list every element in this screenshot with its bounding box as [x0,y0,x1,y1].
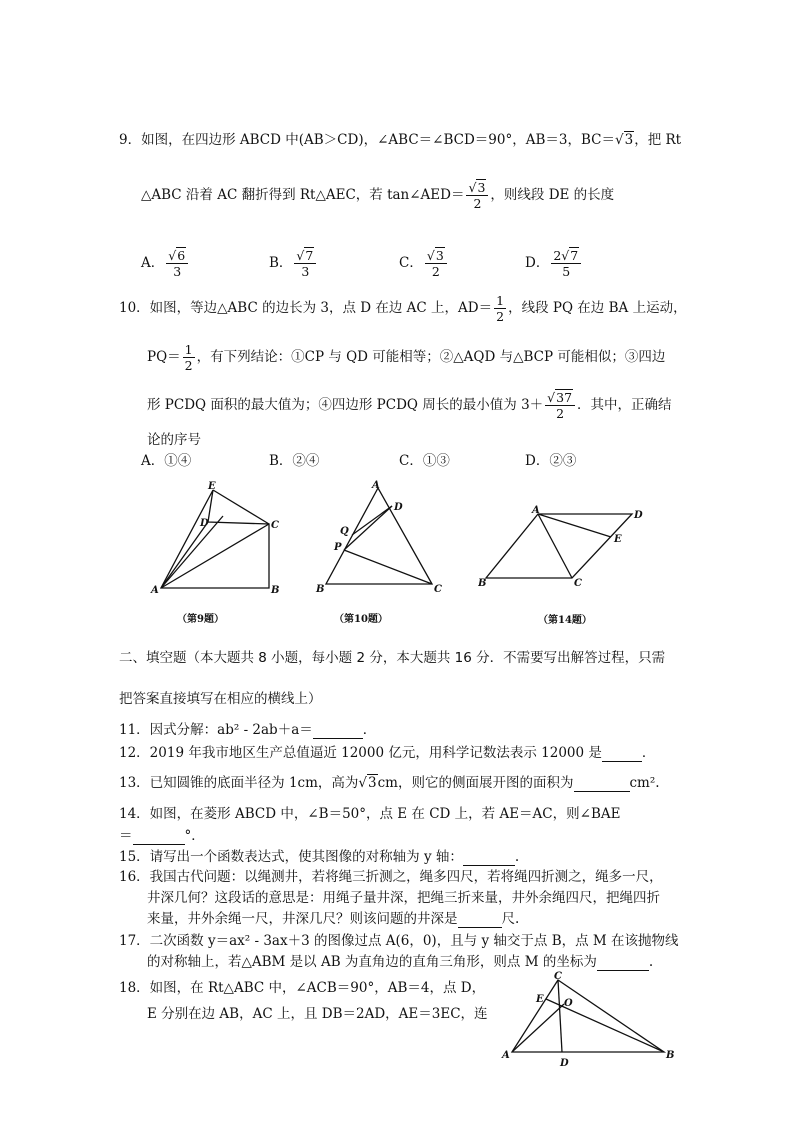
q9-option-b[interactable]: B． $\frac{√7}{3}$ [269,248,318,279]
q14-line1: 14．如图，在菱形 ABCD 中，∠B＝50°，点 E 在 CD 上，若 AE＝AC，则∠BAE [119,806,621,822]
figure-q18 [500,970,685,1075]
q14-line2: ＝ °． [119,828,205,844]
fig9-caption: （第9题） [177,614,224,625]
q17-line1: 17．二次函数 y＝ax² - 3ax＋3 的图像过点 A(6，0)，且与 y 轴交于点 B，点 M 在该抛物线 [119,933,679,949]
q9-line1: 9．如图，在四边形 ABCD 中(AB＞CD)，∠ABC＝∠BCD＝90°，AB＝3，BC＝√3，把 Rt [119,132,682,148]
svg-text:A: A [372,480,380,491]
frac-1-over-2: $\frac{1}{2}$ [496,293,505,324]
q10-option-b[interactable]: B．②④ [269,453,320,469]
fig14-caption: （第14题） [538,615,592,626]
svg-text:A: A [151,585,159,596]
svg-text:D: D [200,518,209,529]
q17-answer-blank[interactable] [597,956,649,971]
q14-answer-blank[interactable] [133,830,185,845]
q15-answer-blank[interactable] [463,851,515,866]
svg-text:E: E [536,994,544,1005]
svg-text:C: C [574,578,582,589]
figure-q14 [478,500,648,630]
q10-line4: 论的序号 [147,432,201,448]
q10-line3: 形 PCDQ 面积的最大值为；④四边形 PCDQ 周长的最小值为 3＋ $\frac{√37}{2}$ ．其中，正确结 [147,390,672,421]
svg-text:D: D [560,1058,569,1069]
svg-text:B: B [478,578,487,589]
q16-answer-blank[interactable] [458,913,502,928]
q18-line1: 18．如图，在 Rt△ABC 中，∠ACB＝90°，AB＝4，点 D， [119,980,486,996]
q16-line1: 16．我国古代问题：以绳测井，若将绳三折测之，绳多四尺，若将绳四折测之，绳多一尺， [119,869,663,885]
q15: 15．请写出一个函数表达式，使其图像的对称轴为 y 轴： . [119,849,520,865]
svg-text:C: C [271,520,279,531]
svg-text:C: C [434,584,442,595]
q9-option-c[interactable]: C． $\frac{√3}{2}$ [399,248,449,279]
q12: 12．2019 年我市地区生产总值逼近 12000 亿元，用科学记数法表示 12000 是 ． [119,745,656,761]
q18-line2: E 分别在边 AB，AC 上，且 DB＝2AD，AE＝3EC，连 [147,1006,488,1022]
svg-text:A: A [532,505,540,516]
fig10-caption: （第10题） [334,614,388,625]
svg-text:B: B [271,585,280,596]
svg-text:E: E [208,481,216,492]
q12-answer-blank[interactable] [602,747,642,762]
q11: 11．因式分解：ab² - 2ab＋a＝ ． [119,722,377,738]
frac-sqrt37-over-2: $\frac{√37}{2}$ [545,390,575,421]
q16-line3: 来量，井外余绳一尺，井深几尺？则该问题的井深是 尺. [147,911,520,927]
q9-option-d[interactable]: D． $\frac{2√7}{5}$ [525,248,583,279]
q13-answer-blank[interactable] [574,777,630,792]
q10-option-d[interactable]: D．②③ [525,453,577,469]
figure-q9 [145,478,295,628]
q16-line2: 井深几何？这段话的意思是：用绳子量井深，把绳三折来量，井外余绳四尺，把绳四折 [147,890,660,906]
section2-line2: 把答案直接填写在相应的横线上） [119,691,322,707]
q11-answer-blank[interactable] [313,724,363,739]
svg-text:Q: Q [340,526,349,537]
q10-option-c[interactable]: C．①③ [399,453,450,469]
q9-options [141,242,741,279]
svg-text:B: B [316,584,325,595]
svg-text:D: D [634,510,643,521]
q9-option-a[interactable]: A． $\frac{√6}{3}$ [141,248,190,279]
section2-line1: 二、填空题（本大题共 8 小题，每小题 2 分，本大题共 16 分．不需要写出解答过程，只需 [119,650,666,666]
q10-line2: PQ＝ $\frac{1}{2}$ ，有下列结论：①CP 与 QD 可能相等；②△AQD 与△BCP 可能相似；③四边 [147,342,666,373]
q10-line1: 10．如图，等边△ABC 的边长为 3，点 D 在边 AC 上，AD＝ $\frac{1}{2}$ ，线段 PQ 在边 BA 上运动， [119,293,687,324]
frac-1-over-2: $\frac{1}{2}$ [184,342,193,373]
svg-text:P: P [334,542,342,553]
figure-q10 [308,478,458,628]
frac-sqrt3-over-2: $\frac{√3}{2}$ [466,180,488,211]
q9-line2: △ABC 沿着 AC 翻折得到 Rt△AEC，若 tan∠AED＝ $\frac{√3}{2}$ ，则线段 DE 的长度 [141,180,615,211]
svg-text:B: B [666,1050,675,1061]
q10-option-a[interactable]: A．①④ [141,453,192,469]
q17-line2: 的对称轴上，若△ABM 是以 AB 为直角边的直角三角形，则点 M 的坐标为 . [147,954,654,970]
q10-options [141,452,741,472]
svg-text:D: D [394,502,403,513]
svg-text:A: A [502,1050,510,1061]
svg-text:O: O [564,998,573,1009]
q13: 13．已知圆锥的底面半径为 1cm，高为√3cm，则它的侧面展开图的面积为 cm². [119,775,660,791]
svg-text:C: C [554,971,562,982]
svg-text:E: E [614,534,622,545]
sqrt-3: √3 [615,132,634,148]
